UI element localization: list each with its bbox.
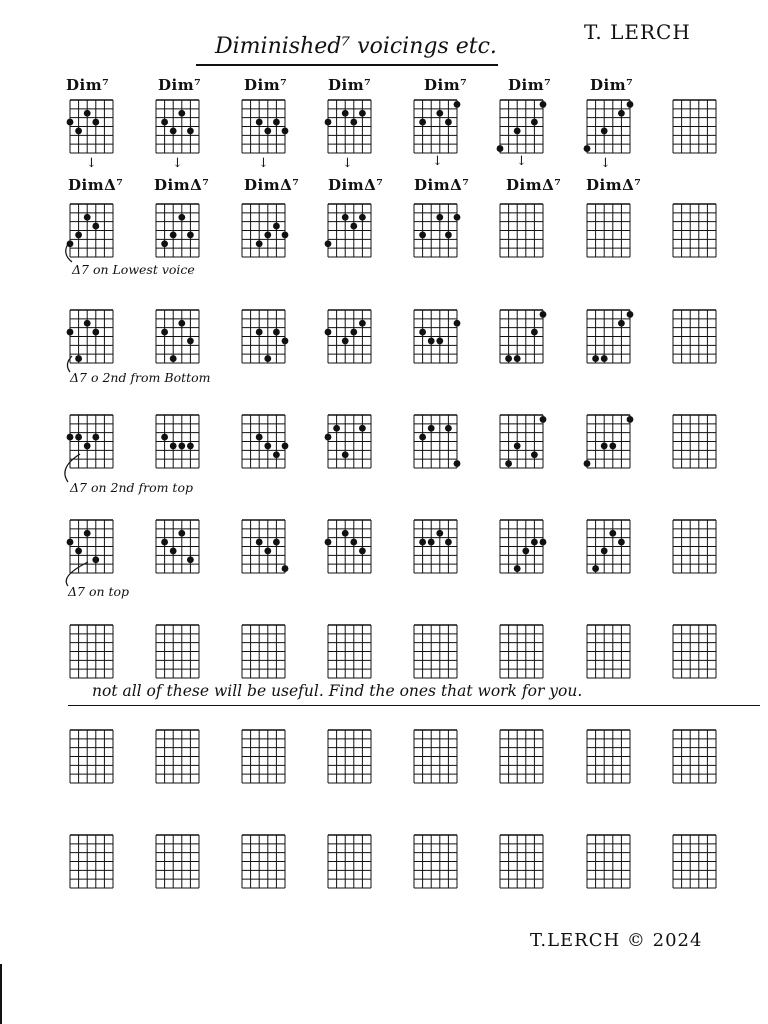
finger-dot [350,119,357,126]
chord-diagram [156,835,199,888]
chord-label-dim7: Dim⁷ [590,76,634,94]
chord-diagram [673,625,716,678]
chord-diagram [156,520,199,573]
author-name: T. LERCH [584,20,691,44]
finger-dot [436,338,443,345]
finger-dot [178,110,185,117]
finger-dot [505,355,512,362]
finger-dot [342,530,349,537]
finger-dot [84,110,91,117]
chord-diagram [587,835,630,888]
chord-diagram [325,100,371,153]
chord-diagram [156,100,199,153]
finger-dot [187,128,194,135]
finger-dot [505,460,512,467]
chord-diagram [242,415,288,468]
chord-diagram [587,520,630,573]
finger-dot [92,329,99,336]
finger-dot [359,214,366,221]
finger-dot [522,548,529,555]
finger-dot [161,434,168,441]
finger-dot [445,539,452,546]
finger-dot [454,320,461,327]
finger-dot [342,338,349,345]
finger-dot [264,232,271,239]
finger-dot [627,416,634,423]
chord-diagram [673,100,716,153]
finger-dot [178,443,185,450]
finger-dot [161,539,168,546]
annotation-lowest-voice: Δ7 on Lowest voice [72,262,195,277]
finger-dot [601,355,608,362]
finger-dot [282,128,289,135]
chord-diagram [500,415,546,468]
chord-diagram [414,100,460,153]
finger-dot [256,434,263,441]
finger-dot [497,145,504,152]
finger-dot [256,539,263,546]
finger-dot [187,338,194,345]
chord-diagram [587,204,630,257]
finger-dot [350,539,357,546]
chord-diagram [156,415,199,468]
chord-diagram [587,730,630,783]
chord-diagram [500,835,543,888]
arrow-down: ↓ [600,156,611,171]
finger-dot [609,530,616,537]
finger-dot [428,338,435,345]
finger-dot [75,548,82,555]
finger-dot [531,329,538,336]
chord-diagram [70,730,113,783]
finger-dot [256,240,263,247]
chord-diagram [328,625,371,678]
finger-dot [325,539,332,546]
chord-diagram [673,310,716,363]
annotation-second-from-top: Δ7 on 2nd from top [70,480,193,495]
chord-diagram [67,520,113,573]
finger-dot [161,329,168,336]
finger-dot [161,240,168,247]
finger-dot [178,320,185,327]
finger-dot [342,451,349,458]
chord-label-dimmaj7: DimΔ⁷ [586,176,642,194]
chord-label-dimmaj7: DimΔ⁷ [68,176,124,194]
finger-dot [419,539,426,546]
finger-dot [273,223,280,230]
finger-dot [67,434,74,441]
chord-diagram [328,835,371,888]
arrow-down: ↓ [258,156,269,171]
arrow-down: ↓ [342,156,353,171]
chord-diagram [325,415,371,468]
finger-dot [75,232,82,239]
finger-dot [75,355,82,362]
chord-diagram [414,310,460,363]
margin-mark [0,964,2,1024]
finger-dot [187,232,194,239]
finger-dot [84,214,91,221]
chord-label-dimmaj7: DimΔ⁷ [244,176,300,194]
page-title: Diminished⁷ voicings etc. [215,34,497,59]
chord-diagram [584,415,634,468]
chord-diagram [587,310,633,363]
copyright-signature: T.LERCH © 2024 [530,930,703,951]
finger-dot [273,451,280,458]
finger-dot [609,443,616,450]
finger-dot [350,223,357,230]
finger-dot [540,539,547,546]
chord-diagram [67,310,113,363]
finger-dot [445,232,452,239]
chord-diagram [414,415,460,468]
chord-diagram [70,625,113,678]
finger-dot [531,119,538,126]
chord-label-dim7: Dim⁷ [424,76,468,94]
finger-dot [264,355,271,362]
chord-diagram [414,520,457,573]
chord-diagram [156,310,199,363]
chord-diagram [325,310,371,363]
chord-diagram [70,835,113,888]
finger-dot [359,320,366,327]
finger-dot [161,119,168,126]
chord-diagram [414,835,457,888]
finger-dot [273,329,280,336]
finger-dot [75,434,82,441]
chord-diagram [497,100,547,153]
finger-dot [170,128,177,135]
finger-dot [592,355,599,362]
chord-diagram [500,310,546,363]
finger-dot [618,320,625,327]
finger-dot [627,311,634,318]
chord-diagram [67,415,113,468]
finger-dot [75,128,82,135]
finger-dot [170,355,177,362]
finger-dot [342,214,349,221]
finger-dot [601,128,608,135]
chord-diagram [673,730,716,783]
finger-dot [436,110,443,117]
finger-dot [170,443,177,450]
finger-dot [342,110,349,117]
finger-dot [428,539,435,546]
finger-dot [187,556,194,563]
chord-diagram [328,730,371,783]
chord-label-dimmaj7: DimΔ⁷ [328,176,384,194]
finger-dot [514,565,521,572]
finger-dot [170,548,177,555]
arrow-down: ↓ [432,154,443,169]
finger-dot [419,434,426,441]
annotation-second-from-bottom: Δ7 o 2nd from Bottom [70,370,211,385]
chord-diagram [673,835,716,888]
finger-dot [92,119,99,126]
chord-label-dimmaj7: DimΔ⁷ [414,176,470,194]
finger-dot [436,530,443,537]
chord-diagram [414,625,457,678]
finger-dot [84,530,91,537]
finger-dot [514,128,521,135]
chord-diagram [156,730,199,783]
chord-diagram [414,730,457,783]
finger-dot [325,119,332,126]
chord-label-dim7: Dim⁷ [328,76,372,94]
finger-dot [514,355,521,362]
finger-dot [454,101,461,108]
chord-diagram [500,520,546,573]
finger-dot [445,119,452,126]
pointer-arrow [65,454,80,482]
finger-dot [419,119,426,126]
finger-dot [325,434,332,441]
finger-dot [264,128,271,135]
chord-diagram [325,204,371,257]
finger-dot [170,232,177,239]
chord-diagram [67,100,113,153]
chord-label-dimmaj7: DimΔ⁷ [154,176,210,194]
finger-dot [92,556,99,563]
chord-label-dim7: Dim⁷ [158,76,202,94]
finger-dot [436,214,443,221]
finger-dot [601,443,608,450]
finger-dot [359,110,366,117]
finger-dot [273,539,280,546]
chord-diagram [500,204,543,257]
finger-dot [584,460,591,467]
finger-dot [282,565,289,572]
finger-dot [84,443,91,450]
finger-dot [540,416,547,423]
finger-dot [282,338,289,345]
finger-dot [282,232,289,239]
chord-diagram [242,204,288,257]
chord-diagram [500,625,543,678]
finger-dot [92,223,99,230]
pointer-arrow [66,244,72,262]
finger-dot [592,565,599,572]
finger-dot [454,214,461,221]
chord-diagram [584,100,634,153]
finger-dot [178,214,185,221]
finger-dot [264,548,271,555]
finger-dot [350,329,357,336]
chord-diagram [156,625,199,678]
finger-dot [514,443,521,450]
finger-dot [325,329,332,336]
chord-diagram [673,520,716,573]
finger-dot [359,425,366,432]
pointer-arrow [66,562,88,586]
chord-diagram [242,520,288,573]
finger-dot [67,539,74,546]
finger-dot [584,145,591,152]
finger-dot [92,434,99,441]
chord-diagram [500,730,543,783]
finger-dot [540,311,547,318]
chord-diagram [587,625,630,678]
chord-diagram [325,520,371,573]
finger-dot [454,460,461,467]
chord-diagram [242,835,285,888]
finger-dot [256,329,263,336]
finger-dot [428,425,435,432]
chord-diagram [673,415,716,468]
chord-diagram [242,625,285,678]
finger-dot [325,240,332,247]
finger-dot [67,240,74,247]
annotation-on-top: Δ7 on top [68,584,130,599]
finger-dot [618,539,625,546]
chord-label-dimmaj7: DimΔ⁷ [506,176,562,194]
chord-label-dim7: Dim⁷ [66,76,110,94]
finger-dot [618,110,625,117]
finger-dot [419,232,426,239]
finger-dot [187,443,194,450]
chord-label-dim7: Dim⁷ [244,76,288,94]
finger-dot [601,548,608,555]
chord-diagram [242,310,288,363]
usage-note: not all of these will be useful. Find the ones that work for you. [92,682,583,700]
chord-diagram [414,204,460,257]
note-underline [68,705,760,706]
title-underline [196,64,498,66]
finger-dot [627,101,634,108]
finger-dot [178,530,185,537]
finger-dot [282,443,289,450]
finger-dot [256,119,263,126]
finger-dot [419,329,426,336]
finger-dot [67,329,74,336]
finger-dot [531,451,538,458]
finger-dot [359,548,366,555]
chord-diagram [156,204,199,257]
chord-label-dim7: Dim⁷ [508,76,552,94]
arrow-down: ↓ [86,156,97,171]
arrow-down: ↓ [516,154,527,169]
finger-dot [67,119,74,126]
chord-diagram [242,730,285,783]
finger-dot [445,425,452,432]
finger-dot [264,443,271,450]
chord-diagram [673,204,716,257]
chord-diagram [242,100,288,153]
finger-dot [531,539,538,546]
chord-diagram [67,204,113,257]
finger-dot [540,101,547,108]
finger-dot [333,425,340,432]
finger-dot [273,119,280,126]
finger-dot [84,320,91,327]
arrow-down: ↓ [172,156,183,171]
